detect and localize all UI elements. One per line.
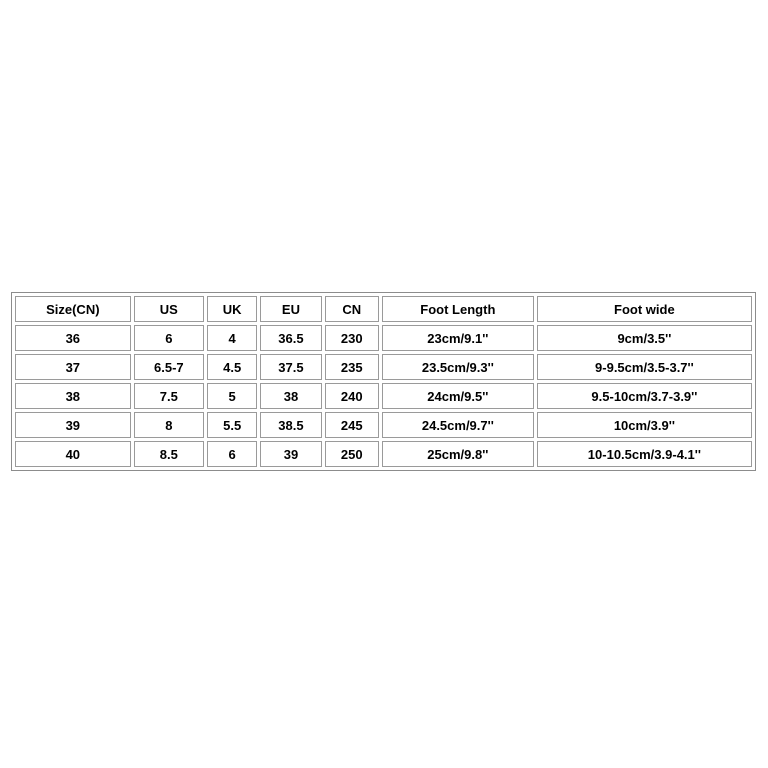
cell-eu: 36.5 [260, 325, 321, 351]
cell-us: 6 [134, 325, 204, 351]
header-uk: UK [207, 296, 257, 322]
table-row [15, 441, 752, 467]
cell-uk: 4.5 [207, 354, 257, 380]
cell-foot-wide: 9.5-10cm/3.7-3.9'' [537, 383, 752, 409]
table-row [15, 325, 752, 351]
size-chart-table [11, 292, 756, 471]
table-row [15, 383, 752, 409]
cell-foot-length: 24cm/9.5'' [382, 383, 534, 409]
cell-cn: 245 [325, 412, 379, 438]
cell-us: 8 [134, 412, 204, 438]
cell-size-cn: 37 [15, 354, 131, 380]
cell-eu: 38.5 [260, 412, 321, 438]
cell-foot-wide: 9-9.5cm/3.5-3.7'' [537, 354, 752, 380]
cell-eu: 38 [260, 383, 321, 409]
table-header-row [15, 296, 752, 322]
table-row [15, 354, 752, 380]
cell-size-cn: 36 [15, 325, 131, 351]
cell-uk: 5 [207, 383, 257, 409]
cell-us: 8.5 [134, 441, 204, 467]
cell-foot-length: 23cm/9.1'' [382, 325, 534, 351]
header-size-cn: Size(CN) [15, 296, 131, 322]
cell-eu: 39 [260, 441, 321, 467]
cell-foot-length: 24.5cm/9.7'' [382, 412, 534, 438]
cell-uk: 6 [207, 441, 257, 467]
header-foot-length: Foot Length [382, 296, 534, 322]
cell-uk: 4 [207, 325, 257, 351]
cell-cn: 235 [325, 354, 379, 380]
header-eu: EU [260, 296, 321, 322]
cell-cn: 250 [325, 441, 379, 467]
cell-size-cn: 38 [15, 383, 131, 409]
cell-foot-wide: 10cm/3.9'' [537, 412, 752, 438]
header-foot-wide: Foot wide [537, 296, 752, 322]
cell-size-cn: 40 [15, 441, 131, 467]
cell-cn: 230 [325, 325, 379, 351]
cell-size-cn: 39 [15, 412, 131, 438]
header-cn: CN [325, 296, 379, 322]
table-row [15, 412, 752, 438]
cell-cn: 240 [325, 383, 379, 409]
cell-foot-length: 23.5cm/9.3'' [382, 354, 534, 380]
header-us: US [134, 296, 204, 322]
cell-foot-length: 25cm/9.8'' [382, 441, 534, 467]
cell-eu: 37.5 [260, 354, 321, 380]
cell-foot-wide: 10-10.5cm/3.9-4.1'' [537, 441, 752, 467]
cell-us: 7.5 [134, 383, 204, 409]
cell-foot-wide: 9cm/3.5'' [537, 325, 752, 351]
cell-uk: 5.5 [207, 412, 257, 438]
cell-us: 6.5-7 [134, 354, 204, 380]
